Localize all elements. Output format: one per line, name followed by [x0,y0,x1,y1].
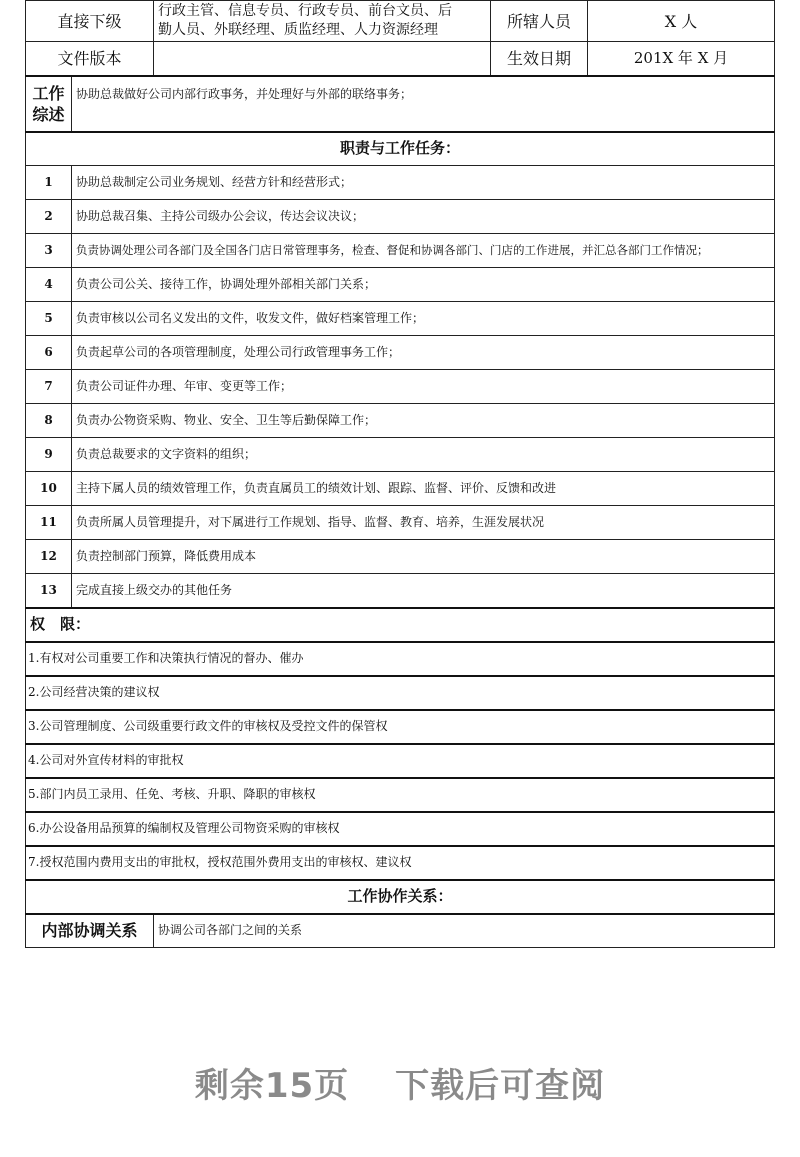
cooperation-title: 工作协作关系： [26,880,775,914]
subordinates-line-2: 勤人员、外联经理、质监经理、人力资源经理 [158,22,439,38]
authority-row [26,676,775,710]
duty-text: 负责控制部门预算，降低费用成本 [72,540,775,574]
duty-row [26,540,775,574]
duty-number: 3 [26,234,72,268]
duty-text: 负责总裁要求的文字资料的组织； [72,438,775,472]
duty-row [26,438,775,472]
duty-row [26,370,775,404]
duty-number: 11 [26,506,72,540]
duty-text: 协助总裁制定公司业务规划、经营方针和经营形式； [72,166,775,200]
effective-date-value: 201X 年 X 月 [588,42,775,76]
version-value [154,42,491,76]
download-to-view-text: 下载后可查阅 [395,1066,606,1106]
duty-number: 8 [26,404,72,438]
job-description-table [25,0,775,948]
effective-date-label: 生效日期 [491,42,588,76]
summary-text: 协助总裁做好公司内部行政事务，并处理好与外部的联络事务； [72,76,775,132]
duty-text: 负责审核以公司名义发出的文件，收发文件，做好档案管理工作； [72,302,775,336]
duty-text: 主持下属人员的绩效管理工作，负责直属员工的绩效计划、跟踪、监督、评价、反馈和改进 [72,472,775,506]
duty-row [26,268,775,302]
duty-number: 2 [26,200,72,234]
row-subordinates [26,1,775,42]
summary-label-line-2: 综述 [32,104,65,124]
duty-text: 协助总裁召集、主持公司级办公会议，传达会议决议； [72,200,775,234]
duty-number: 4 [26,268,72,302]
duty-text: 负责起草公司的各项管理制度，处理公司行政管理事务工作； [72,336,775,370]
duty-row [26,574,775,608]
duty-text: 负责公司证件办理、年审、变更等工作； [72,370,775,404]
authority-item: 5.部门内员工录用、任免、考核、升职、降职的审核权 [26,778,775,812]
row-internal-coordination [26,914,775,948]
duty-text: 负责公司公关、接待工作，协调处理外部相关部门关系； [72,268,775,302]
authority-item: 3.公司管理制度、公司级重要行政文件的审核权及受控文件的保管权 [26,710,775,744]
remaining-pages-text: 剩余15页 [194,1066,350,1106]
internal-coordination-text: 协调公司各部门之间的关系 [154,914,775,948]
authority-title: 权 限： [26,608,775,642]
duty-text: 负责协调处理公司各部门及全国各门店日常管理事务，检查、督促和协调各部门、门店的工作进展，并汇总各部门工作情况； [72,234,775,268]
duty-row [26,336,775,370]
summary-label [26,76,72,132]
job-description-sheet [25,0,774,948]
row-authority-title [26,608,775,642]
row-summary [26,76,775,132]
download-prompt[interactable] [0,1058,800,1107]
summary-label-line-1: 工作 [32,83,65,103]
subordinates-line-1: 行政主管、信息专员、行政专员、前台文员、后 [158,3,453,19]
duty-text: 负责办公物资采购、物业、安全、卫生等后勤保障工作； [72,404,775,438]
authority-row [26,846,775,880]
duty-number: 13 [26,574,72,608]
authority-row [26,778,775,812]
authority-row [26,744,775,778]
duty-row [26,506,775,540]
duty-row [26,302,775,336]
duty-row [26,472,775,506]
internal-coordination-label: 内部协调关系 [26,914,154,948]
subordinates-label: 直接下级 [26,1,154,42]
duty-number: 12 [26,540,72,574]
subordinates-value [154,1,491,42]
duty-number: 5 [26,302,72,336]
duty-text: 负责所属人员管理提升，对下属进行工作规划、指导、监督、教育、培养，生涯发展状况 [72,506,775,540]
authority-row [26,642,775,676]
duty-text: 完成直接上级交办的其他任务 [72,574,775,608]
authority-item: 1.有权对公司重要工作和决策执行情况的督办、催办 [26,642,775,676]
duty-row [26,404,775,438]
version-label: 文件版本 [26,42,154,76]
duty-row [26,166,775,200]
duty-number: 10 [26,472,72,506]
authority-row [26,710,775,744]
authority-item: 7.授权范围内费用支出的审批权，授权范围外费用支出的审核权、建议权 [26,846,775,880]
staff-value: X 人 [588,1,775,42]
authority-item: 2.公司经营决策的建议权 [26,676,775,710]
duty-number: 6 [26,336,72,370]
duty-number: 9 [26,438,72,472]
duty-row [26,200,775,234]
row-version [26,42,775,76]
authority-row [26,812,775,846]
authority-item: 4.公司对外宣传材料的审批权 [26,744,775,778]
staff-label: 所辖人员 [491,1,588,42]
authority-item: 6.办公设备用品预算的编制权及管理公司物资采购的审核权 [26,812,775,846]
row-duties-title [26,132,775,166]
row-cooperation-title [26,880,775,914]
duties-title: 职责与工作任务： [26,132,775,166]
duty-number: 7 [26,370,72,404]
duty-row [26,234,775,268]
duty-number: 1 [26,166,72,200]
